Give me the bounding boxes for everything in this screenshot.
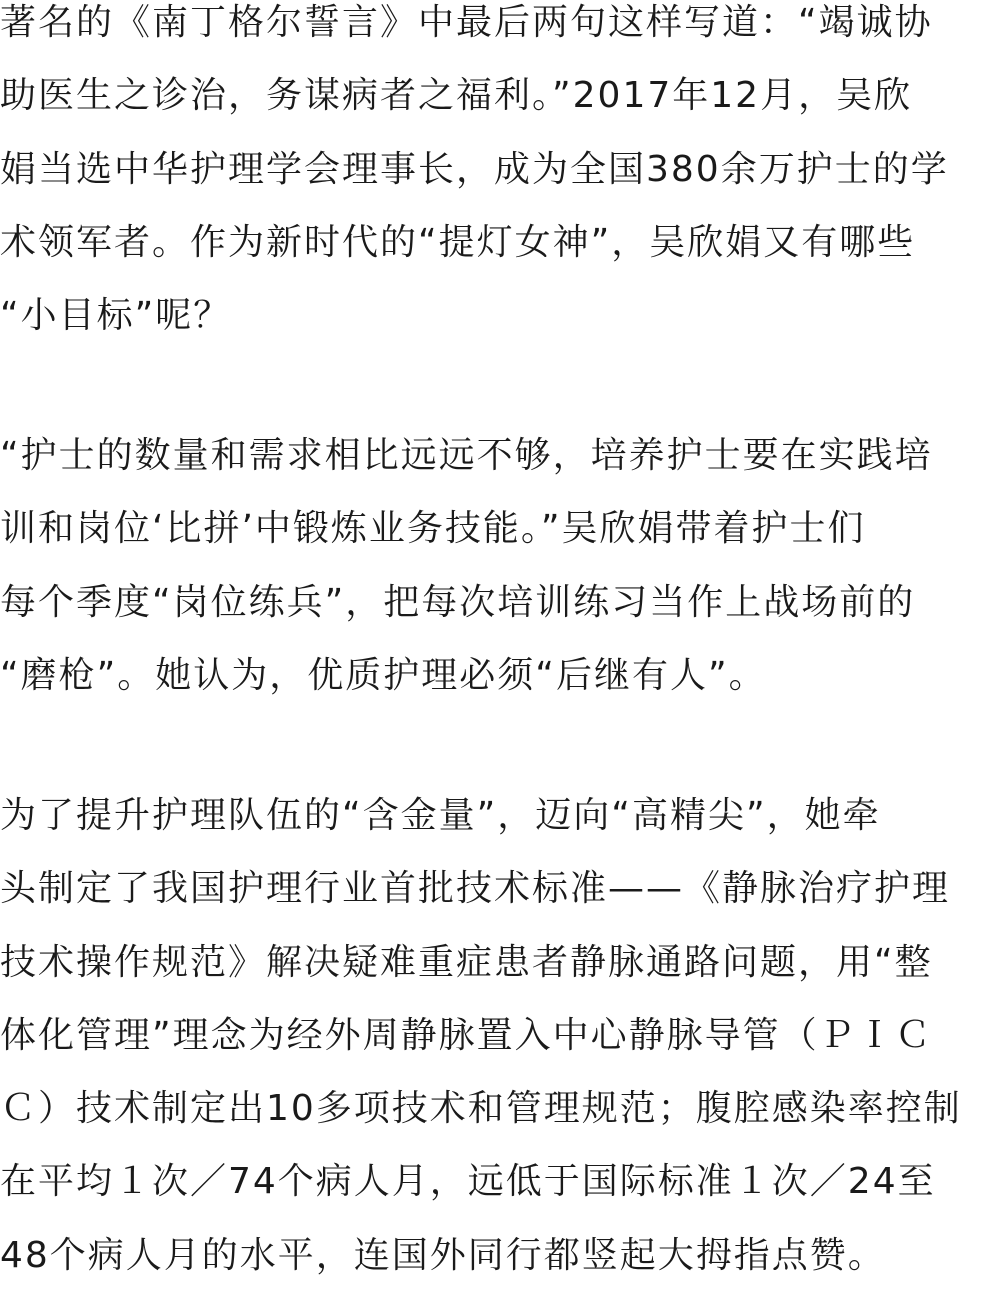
text-line: 助医生之诊治，务谋病者之福利。”2017年12月，吴欣 (0, 75, 913, 117)
text-line: 训和岗位‘比拼’中锻炼业务技能。”吴欣娟带着护士们 (0, 508, 866, 550)
text-line: 术领军者。作为新时代的“提灯女神”，吴欣娟又有哪些 (0, 221, 916, 263)
text-line: 技术操作规范》解决疑难重症患者静脉通路问题，用“整 (0, 941, 933, 983)
paragraph-technical-standards (0, 779, 1005, 1292)
text-line: “磨枪”。她认为，优质护理必须“后继有人”。 (0, 654, 767, 696)
text-line: “小目标”呢？ (0, 295, 232, 337)
text-line: 在平均１次／74个病人月，远低于国际标准１次／24至 (0, 1161, 936, 1203)
text-line: 娟当选中华护理学会理事长，成为全国380余万护士的学 (0, 148, 949, 190)
paragraph-nurse-training (0, 419, 1005, 712)
text-line: “护士的数量和需求相比远远不够，培养护士要在实践培 (0, 435, 933, 476)
text-line: 著名的《南丁格尔誓言》中最后两句这样写道：“竭诚协 (0, 2, 933, 43)
text-line: 头制定了我国护理行业首批技术标准——《静脉治疗护理 (0, 868, 951, 910)
text-line: 每个季度“岗位练兵”，把每次培训练习当作上战场前的 (0, 581, 916, 623)
paragraph-nightingale-pledge (0, 0, 1005, 352)
text-line: 48个病人月的水平，连国外同行都竖起大拇指点赞。 (0, 1234, 886, 1276)
text-line: 为了提升护理队伍的“含金量”，迈向“高精尖”，她牵 (0, 795, 881, 836)
text-line: Ｃ）技术制定出10多项技术和管理规范；腹腔感染率控制 (0, 1088, 962, 1130)
text-line: 体化管理”理念为经外周静脉置入中心静脉导管（ＰＩＣ (0, 1014, 933, 1056)
